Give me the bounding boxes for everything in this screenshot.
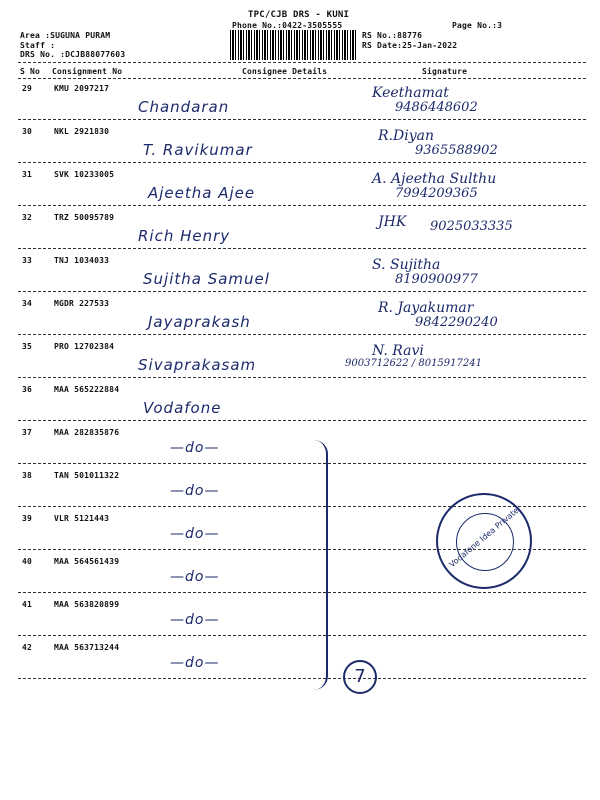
- row-phone: 9365588902: [415, 143, 498, 158]
- columns-divider: [18, 78, 586, 79]
- row-consignee: Rich Henry: [138, 227, 231, 245]
- row-divider: [18, 592, 586, 593]
- row-consignment: TNJ 1034033: [54, 256, 110, 265]
- row-divider: [18, 162, 586, 163]
- row-sno: 36: [22, 385, 33, 394]
- row-consignment: VLR 5121443: [54, 514, 110, 523]
- row-consignment: TRZ 50095789: [54, 213, 115, 222]
- row-consignee: —do—: [170, 612, 220, 628]
- row-sno: 37: [22, 428, 33, 437]
- row-consignment: MGDR 227533: [54, 299, 110, 308]
- row-consignee: Jayaprakash: [148, 313, 251, 331]
- row-sno: 40: [22, 557, 33, 566]
- row-phone: 9003712622 / 8015917241: [345, 358, 482, 369]
- row-phone: 8190900977: [395, 272, 478, 287]
- row-sno: 38: [22, 471, 33, 480]
- row-consignment: MAA 282835876: [54, 428, 120, 437]
- row-consignee: Vodafone: [143, 399, 222, 417]
- row-consignee: Chandaran: [138, 98, 230, 116]
- row-divider: [18, 205, 586, 206]
- row-signature: N. Ravi: [372, 343, 424, 359]
- col-sno: S No: [20, 67, 41, 76]
- col-signature: Signature: [422, 67, 468, 76]
- row-sno: 41: [22, 600, 33, 609]
- staff-label: Staff :: [20, 41, 56, 50]
- row-consignee: Sujitha Samuel: [143, 270, 270, 288]
- col-consignee: Consignee Details: [242, 67, 328, 76]
- row-consignment: KMU 2097217: [54, 84, 110, 93]
- row-consignee: —do—: [170, 526, 220, 542]
- row-divider: [18, 119, 586, 120]
- row-divider: [18, 291, 586, 292]
- row-consignment: TAN 501011322: [54, 471, 120, 480]
- row-signature: JHK: [378, 214, 407, 230]
- row-consignment: NKL 2921830: [54, 127, 110, 136]
- row-consignment: MAA 564561439: [54, 557, 120, 566]
- stamp-text: Vodafone Idea Private: [447, 505, 521, 570]
- row-consignment: MAA 565222884: [54, 385, 120, 394]
- company-stamp: [436, 493, 532, 589]
- row-phone: 9025033335: [430, 219, 513, 234]
- bracket-mark: [312, 440, 328, 690]
- row-sno: 31: [22, 170, 33, 179]
- col-consignment: Consignment No: [52, 67, 123, 76]
- row-consignee: Sivaprakasam: [138, 356, 257, 374]
- row-divider: [18, 334, 586, 335]
- row-divider: [18, 377, 586, 378]
- row-consignment: MAA 563713244: [54, 643, 120, 652]
- row-divider: [18, 463, 586, 464]
- row-sno: 33: [22, 256, 33, 265]
- row-divider: [18, 248, 586, 249]
- row-consignee: —do—: [170, 569, 220, 585]
- row-consignee: —do—: [170, 655, 220, 671]
- row-sno: 42: [22, 643, 33, 652]
- row-consignment: SVK 10233005: [54, 170, 115, 179]
- row-consignee: Ajeetha Ajee: [148, 184, 256, 202]
- rs-date: RS Date:25-Jan-2022: [362, 41, 458, 50]
- row-signature: A. Ajeetha Sulthu: [372, 171, 497, 187]
- area-label: Area :SUGUNA PURAM: [20, 31, 111, 40]
- row-consignee: T. Ravikumar: [143, 141, 253, 159]
- row-phone: 9486448602: [395, 100, 478, 115]
- row-sno: 29: [22, 84, 33, 93]
- phone-number: Phone No.:0422-3505555: [232, 21, 343, 30]
- drs-number: DRS No. :DCJB88077603: [20, 50, 126, 59]
- row-sno: 34: [22, 299, 33, 308]
- row-signature: Keethamat: [372, 85, 449, 101]
- row-divider: [18, 420, 586, 421]
- row-signature: S. Sujitha: [372, 257, 441, 273]
- row-divider: [18, 678, 586, 679]
- document-title: TPC/CJB DRS - KUNI: [248, 10, 350, 20]
- rs-number: RS No.:88776: [362, 31, 423, 40]
- row-consignee: —do—: [170, 440, 220, 456]
- row-signature: R. Jayakumar: [378, 300, 474, 316]
- row-sno: 35: [22, 342, 33, 351]
- row-phone: 9842290240: [415, 315, 498, 330]
- row-consignment: PRO 12702384: [54, 342, 115, 351]
- row-sno: 32: [22, 213, 33, 222]
- row-sno: 30: [22, 127, 33, 136]
- row-consignment: MAA 563820899: [54, 600, 120, 609]
- row-divider: [18, 635, 586, 636]
- row-sno: 39: [22, 514, 33, 523]
- page-number: Page No.:3: [452, 21, 503, 30]
- circled-count: 7: [343, 660, 377, 694]
- row-phone: 7994209365: [395, 186, 478, 201]
- barcode: [230, 30, 358, 60]
- header-divider: [18, 62, 586, 63]
- row-consignee: —do—: [170, 483, 220, 499]
- row-signature: R.Diyan: [378, 128, 434, 144]
